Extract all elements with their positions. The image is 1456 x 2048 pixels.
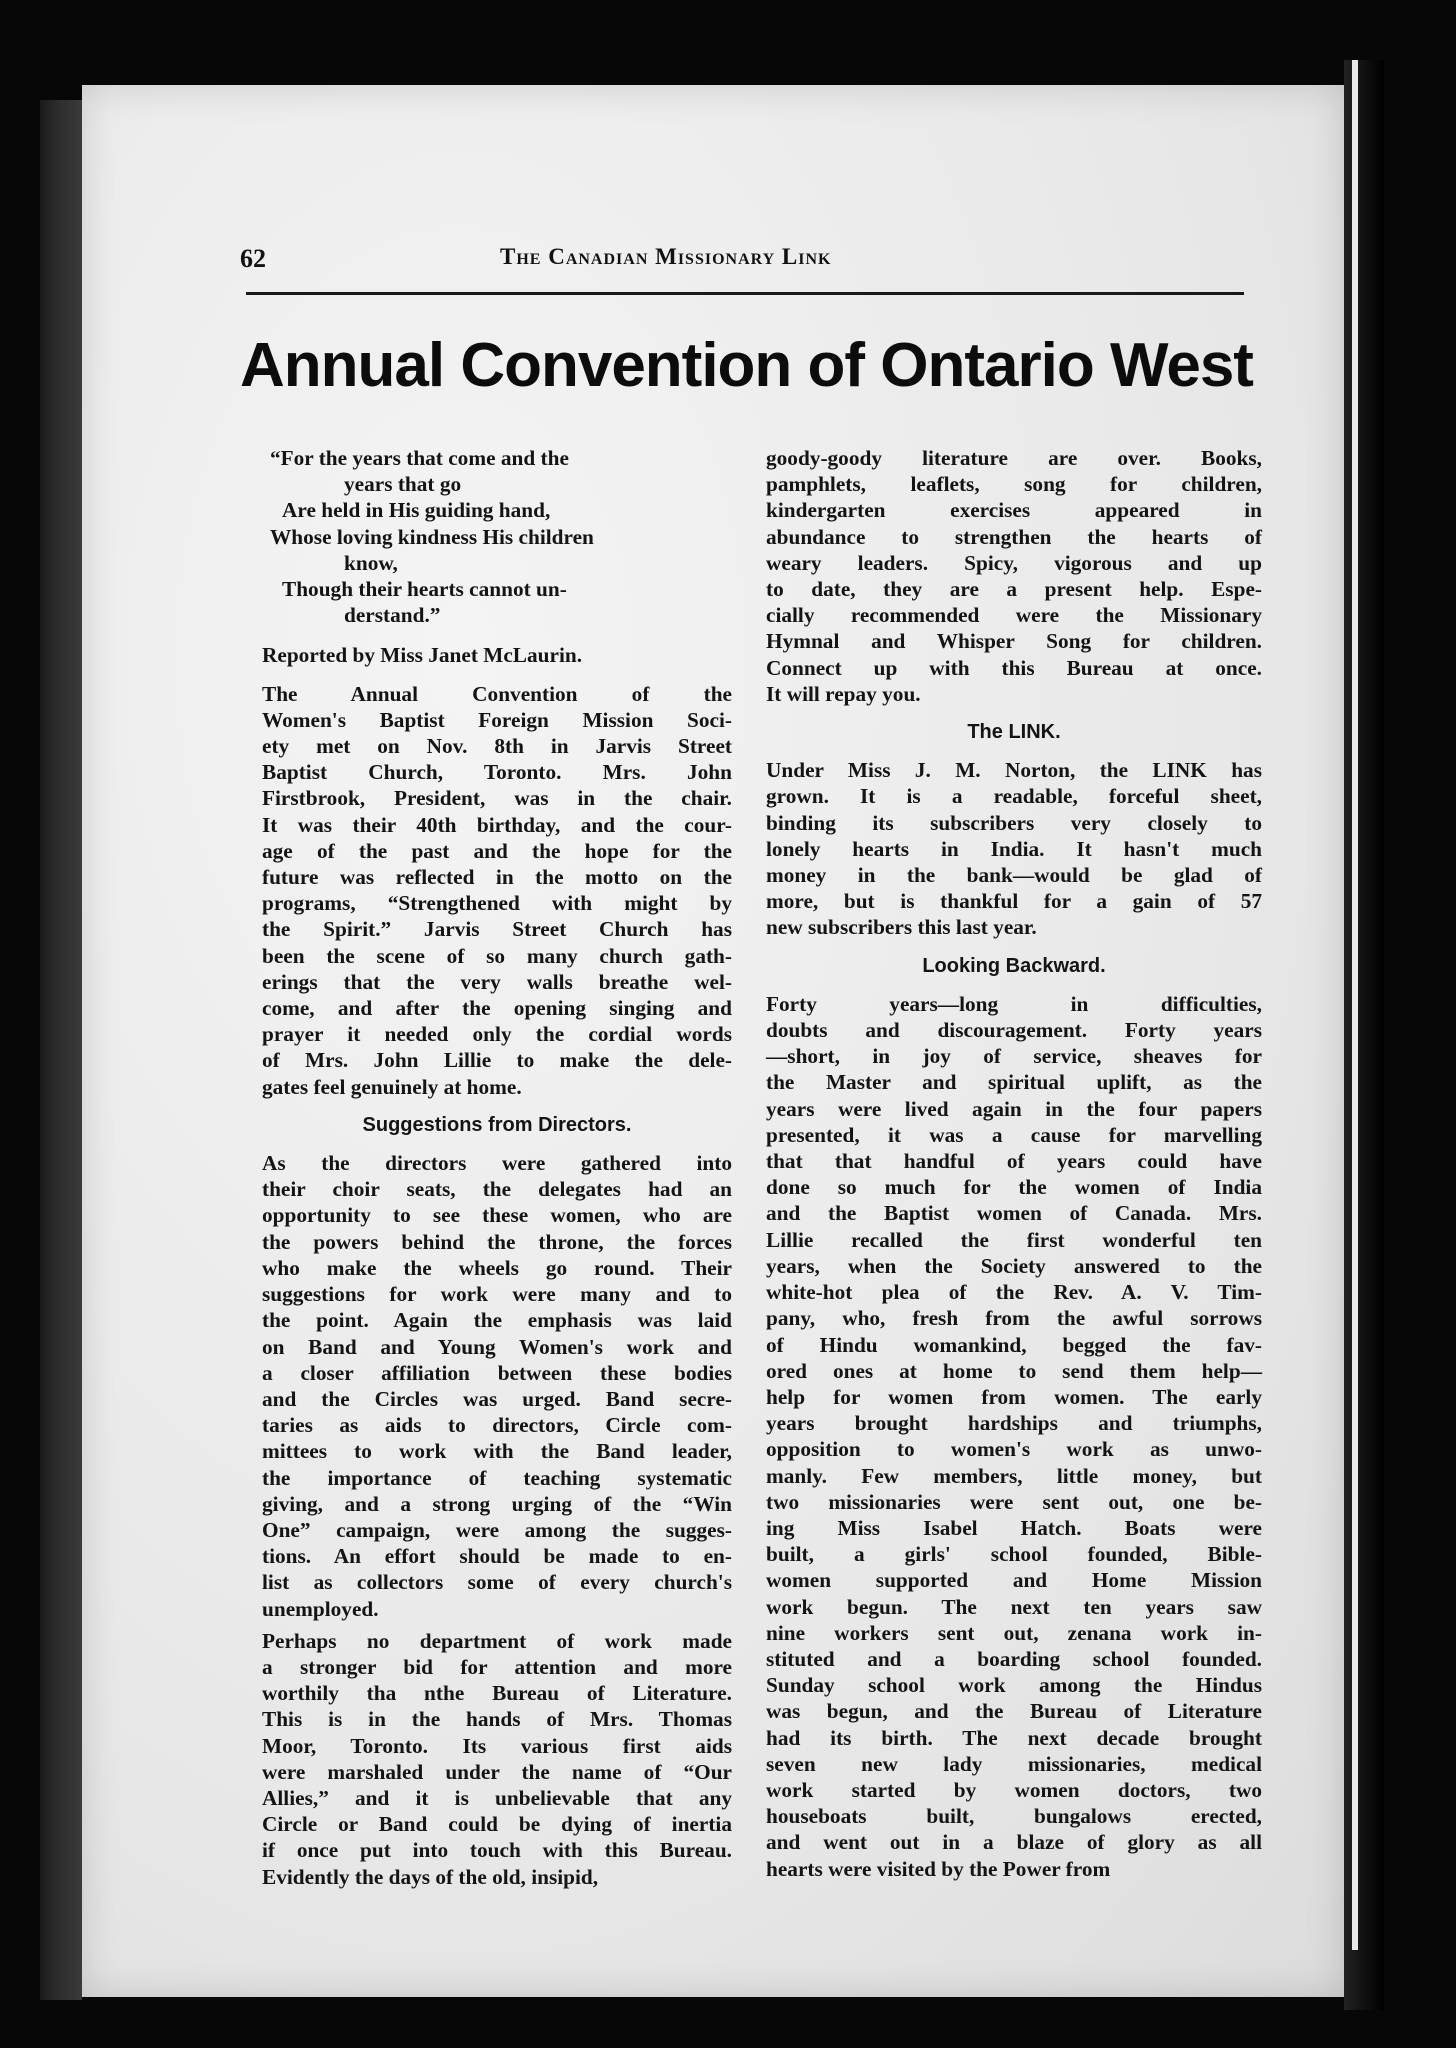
text-line: and the Circles was urged. Band secre- (262, 1386, 732, 1411)
text-line: years, when the Society answered to the (766, 1253, 1262, 1278)
text-line: work started by women doctors, two (766, 1777, 1262, 1802)
text-line: opposition to women's work as unwo- (766, 1437, 1262, 1462)
text-line: Sunday school work among the Hindus (766, 1673, 1262, 1698)
paragraph-directors (262, 1150, 732, 1622)
text-line: money in the bank—would be glad of (766, 863, 1262, 888)
poem-line: Though their hearts cannot un- (282, 577, 567, 602)
text-line: Firstbrook, President, was in the chair. (262, 786, 732, 811)
text-line: work begun. The next ten years saw (766, 1594, 1262, 1619)
text-line: the Master and spiritual uplift, as the (766, 1070, 1262, 1095)
text-line: weary leaders. Spicy, vigorous and up (766, 550, 1262, 575)
text-line: abundance to strengthen the hearts of (766, 524, 1262, 549)
paragraph-link (766, 757, 1262, 940)
text-line: suggestions for work were many and to (262, 1282, 732, 1307)
text-line: grown. It is a readable, forceful sheet, (766, 784, 1262, 809)
text-line: stituted and a boarding school founded. (766, 1646, 1262, 1671)
text-line: Hymnal and Whisper Song for children. (766, 629, 1262, 654)
text-line: houseboats built, bungalows erected, (766, 1804, 1262, 1829)
text-line: giving, and a strong urging of the “Win (262, 1491, 732, 1516)
text-line: white-hot plea of the Rev. A. V. Tim- (766, 1280, 1262, 1305)
text-line: One” campaign, were among the sugges- (262, 1517, 732, 1542)
paragraph-literature (766, 445, 1262, 707)
epigraph-poem (262, 445, 732, 628)
header-rule (246, 292, 1244, 295)
text-line: doubts and discouragement. Forty years (766, 1018, 1262, 1043)
text-line: goody-goody literature are over. Books, (766, 446, 1262, 470)
page-header (240, 240, 1240, 280)
text-line: to date, they are a present help. Espe- (766, 577, 1262, 602)
byline: Reported by Miss Janet McLaurin. (262, 643, 583, 668)
text-line: the importance of teaching systematic (262, 1465, 732, 1490)
text-line: a closer affiliation between these bodies (262, 1360, 732, 1385)
text-line: unemployed. (262, 1596, 379, 1621)
text-line: ety met on Nov. 8th in Jarvis Street (262, 734, 732, 759)
text-line: The Annual Convention of the (262, 681, 732, 706)
poem-line: Are held in His guiding hand, (282, 498, 551, 523)
poem-line: know, (344, 550, 398, 575)
paragraph-bureau (262, 1628, 732, 1890)
paragraph-intro (262, 681, 732, 1100)
text-line: was begun, and the Bureau of Literature (766, 1699, 1262, 1724)
paragraph-looking-backward (766, 991, 1262, 1882)
text-line: new subscribers this last year. (766, 915, 1037, 940)
text-line: had its birth. The next decade brought (766, 1725, 1262, 1750)
text-line: list as collectors some of every church's (262, 1570, 732, 1595)
poem-line: years that go (344, 472, 462, 497)
text-line: As the directors were gathered into (262, 1151, 732, 1176)
text-line: and went out in a blaze of glory as all (766, 1830, 1262, 1855)
text-line: years were lived again in the four papers (766, 1096, 1262, 1121)
right-column (766, 445, 1262, 1881)
text-line: Lillie recalled the first wonderful ten (766, 1227, 1262, 1252)
text-line: future was reflected in the motto on the (262, 865, 732, 890)
page-number: 62 (240, 244, 266, 273)
text-line: two missionaries were sent out, one be- (766, 1489, 1262, 1514)
text-line: hearts were visited by the Power from (766, 1856, 1111, 1881)
running-title: The Canadian Missionary Link (500, 244, 832, 269)
poem-line: derstand.” (344, 603, 441, 628)
text-line: Baptist Church, Toronto. Mrs. John (262, 760, 732, 785)
text-line: age of the past and the hope for the (262, 838, 732, 863)
text-line: ored ones at home to send them help— (766, 1358, 1262, 1383)
text-line: Allies,” and it is unbelievable that any (262, 1785, 732, 1810)
text-line: the Spirit.” Jarvis Street Church has (262, 917, 732, 942)
text-line: if once put into touch with this Bureau. (262, 1838, 732, 1863)
subhead-looking-backward: Looking Backward. (922, 954, 1106, 977)
text-line: Women's Baptist Foreign Mission Soci- (262, 707, 732, 732)
text-line: taries as aids to directors, Circle com- (262, 1413, 732, 1438)
text-line: the point. Again the emphasis was laid (262, 1308, 732, 1333)
text-line: presented, it was a cause for marvelling (766, 1122, 1262, 1147)
text-line: Moor, Toronto. Its various first aids (262, 1733, 732, 1758)
subhead-link: The LINK. (967, 721, 1061, 744)
text-line: done so much for the women of India (766, 1175, 1262, 1200)
text-line: Perhaps no department of work made (262, 1628, 732, 1653)
text-line: been the scene of so many church gath- (262, 943, 732, 968)
book-binding-edge (40, 100, 82, 2000)
text-line: pamphlets, leaflets, song for children, (766, 472, 1262, 497)
text-line: were marshaled under the name of “Our (262, 1759, 732, 1784)
text-line: come, and after the opening singing and (262, 996, 732, 1021)
text-line: ing Miss Isabel Hatch. Boats were (766, 1515, 1262, 1540)
text-line: —short, in joy of service, sheaves for (766, 1044, 1262, 1069)
text-line: binding its subscribers very closely to (766, 810, 1262, 835)
text-line: Under Miss J. M. Norton, the LINK has (766, 758, 1262, 783)
text-line: and the Baptist women of Canada. Mrs. (766, 1201, 1262, 1226)
text-line: prayer it needed only the cordial words (262, 1022, 732, 1047)
left-column (262, 445, 732, 1889)
text-line: It was their 40th birthday, and the cour- (262, 812, 732, 837)
text-line: tions. An effort should be made to en- (262, 1544, 732, 1569)
text-line: worthily tha nthe Bureau of Literature. (262, 1681, 732, 1706)
text-line: Forty years—long in difficulties, (766, 991, 1262, 1016)
text-line: of Mrs. John Lillie to make the dele- (262, 1048, 732, 1073)
text-line: lonely hearts in India. It hasn't much (766, 836, 1262, 861)
text-line: Evidently the days of the old, insipid, (262, 1864, 599, 1889)
poem-line: Whose loving kindness His children (270, 524, 594, 549)
text-line: Circle or Band could be dying of inertia (262, 1812, 732, 1837)
text-line: erings that the very walls breathe wel- (262, 969, 732, 994)
text-line: who make the wheels go round. Their (262, 1255, 732, 1280)
text-line: cially recommended were the Missionary (766, 603, 1262, 628)
text-line: mittees to work with the Band leader, (262, 1439, 732, 1464)
text-line: It will repay you. (766, 681, 921, 706)
text-line: a stronger bid for attention and more (262, 1654, 732, 1679)
next-page-sliver (1352, 60, 1358, 1950)
text-line: This is in the hands of Mrs. Thomas (262, 1707, 732, 1732)
text-line: seven new lady missionaries, medical (766, 1751, 1262, 1776)
text-line: programs, “Strengthened with might by (262, 891, 732, 916)
poem-line: “For the years that come and the (270, 446, 569, 470)
text-line: pany, who, fresh from the awful sorrows (766, 1306, 1262, 1331)
text-line: the powers behind the throne, the forces (262, 1229, 732, 1254)
text-line: kindergarten exercises appeared in (766, 498, 1262, 523)
text-line: that that handful of years could have (766, 1149, 1262, 1174)
text-line: women supported and Home Mission (766, 1568, 1262, 1593)
text-line: of Hindu womankind, begged the fav- (766, 1332, 1262, 1357)
text-line: help for women from women. The early (766, 1384, 1262, 1409)
text-line: opportunity to see these women, who are (262, 1203, 732, 1228)
text-line: Connect up with this Bureau at once. (766, 655, 1262, 680)
right-page-edge (1344, 60, 1384, 2010)
subhead-suggestions: Suggestions from Directors. (362, 1113, 632, 1136)
text-line: gates feel genuinely at home. (262, 1074, 522, 1099)
text-line: nine workers sent out, zenana work in- (766, 1620, 1262, 1645)
text-line: manly. Few members, little money, but (766, 1463, 1262, 1488)
text-line: years brought hardships and triumphs, (766, 1411, 1262, 1436)
text-line: more, but is thankful for a gain of 57 (766, 889, 1262, 914)
text-line: built, a girls' school founded, Bible- (766, 1542, 1262, 1567)
text-line: their choir seats, the delegates had an (262, 1177, 732, 1202)
text-line: on Band and Young Women's work and (262, 1334, 732, 1359)
article-title: Annual Convention of Ontario West (240, 331, 1253, 400)
